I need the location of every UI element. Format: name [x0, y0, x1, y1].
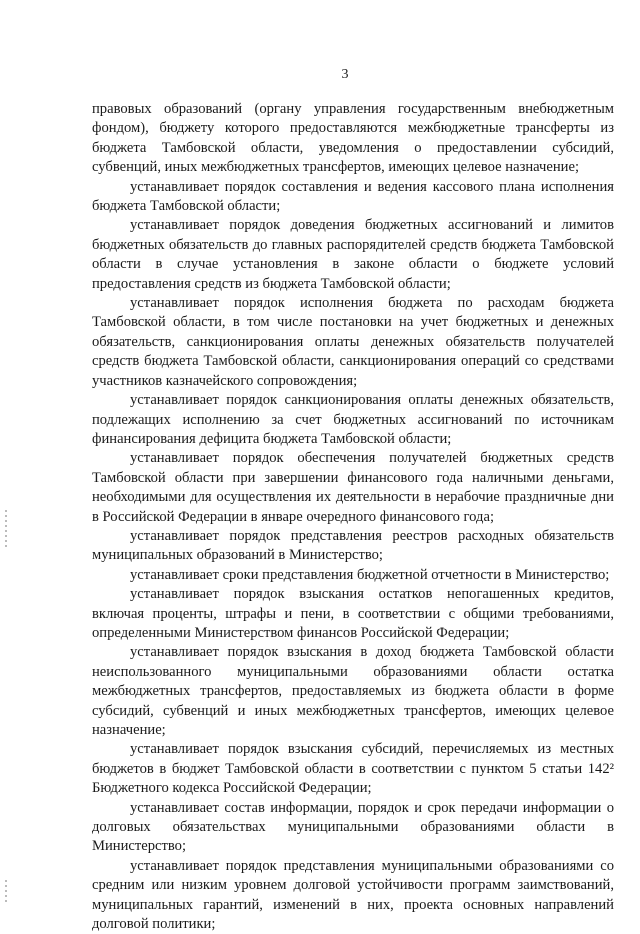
paragraph: устанавливает порядок представления реестров расходных обязательств муниципальных образований в Министерство;	[92, 527, 614, 564]
paragraph: устанавливает порядок составления и ведения кассового плана исполнения бюджета Тамбовской области;	[92, 178, 614, 215]
page-number: 3	[341, 67, 349, 82]
document-body	[92, 100, 614, 934]
paragraph: устанавливает порядок обеспечения получателей бюджетных средств Тамбовской области при завершении финансового года наличными деньгами, необходимыми для осуществления их деятельности в нерабочие праздничные дни в Российской Федерации в январе очередного финансового года;	[92, 450, 614, 525]
paragraph: правовых образований (органу управления государственным внебюджетным фондом), бюджету которого предоставляются межбюджетные трансферты из бюджета Тамбовской области, уведомления о предоставлении субсидий, субвенций, иных межбюджетных трансфертов, имеющих целевое назначение;	[92, 101, 614, 176]
paragraph: устанавливает порядок санкционирования оплаты денежных обязательств, подлежащих исполнению за счет бюджетных ассигнований по источникам финансирования дефицита бюджета Тамбовской области;	[92, 392, 614, 447]
margin-scan-mark	[5, 880, 7, 902]
paragraph: устанавливает порядок исполнения бюджета по расходам бюджета Тамбовской области, в том числе постановки на учет бюджетных и денежных обязательств, санкционирования оплаты денежных обязательств получателей средств бюджета Тамбовской области, санкционирования операций со средствами участников казначейского сопровождения;	[92, 295, 614, 389]
margin-scan-mark	[5, 510, 7, 550]
paragraph: устанавливает порядок взыскания субсидий, перечисляемых из местных бюджетов в бюджет Тамбовской области в соответствии с пунктом 5 статьи 142² Бюджетного кодекса Российской Федерации;	[92, 741, 614, 797]
paragraph: устанавливает порядок доведения бюджетных ассигнований и лимитов бюджетных обязательств до главных распорядителей средств бюджета Тамбовской области в случае установления в законе области о бюджете условий предоставления средств из бюджета Тамбовской области;	[92, 217, 614, 292]
paragraph: устанавливает сроки представления бюджетной отчетности в Министерство;	[130, 566, 610, 583]
paragraph: устанавливает порядок взыскания в доход бюджета Тамбовской области неиспользованного муниципальными образованиями области остатка межбюджетных трансфертов, предоставляемых из бюджета области в форме субсидий, субвенций и иных межбюджетных трансфертов, имеющих целевое назначение;	[92, 644, 614, 738]
paragraph: устанавливает порядок представления муниципальными образованиями со средним или низким уровнем долговой устойчивости программ заимствований, муниципальных гарантий, изменений в них, проекта основных направлений долговой политики;	[92, 857, 614, 933]
paragraph: устанавливает состав информации, порядок и срок передачи информации о долговых обязательствах муниципальными образованиями области в Министерство;	[92, 799, 614, 855]
paragraph: устанавливает порядок взыскания остатков непогашенных кредитов, включая проценты, штрафы и пени, в соответствии с общими требованиями, определенными Министерством финансов Российской Федерации;	[92, 586, 614, 641]
